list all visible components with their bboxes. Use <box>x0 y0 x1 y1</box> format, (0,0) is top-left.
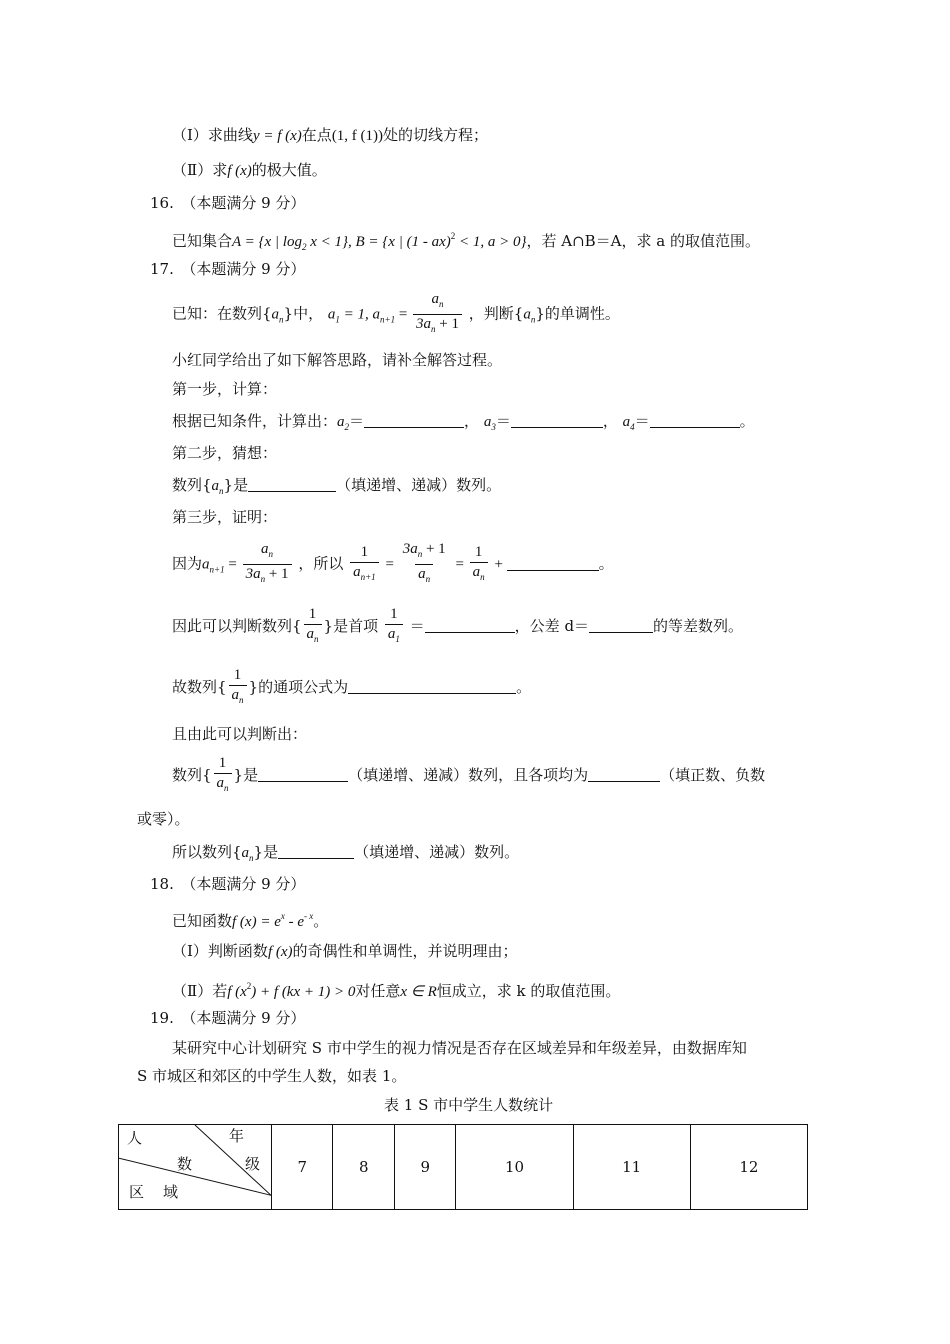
q17-general: 故数列{ $\frac{1}{a_n}$ }的通项公式为 。 <box>172 664 531 710</box>
trend-blank-2[interactable] <box>258 767 348 782</box>
q17-fraction: $\frac{a_n}{3a_n + 1}$ <box>413 290 462 339</box>
q16-header: 16. （本题满分 9 分） <box>150 194 306 212</box>
student-stat-table <box>118 1124 808 1210</box>
table-header-row <box>119 1125 808 1210</box>
grade-cell: 7 <box>272 1125 333 1210</box>
table-title: 表 1 S 市中学生人数统计 <box>384 1096 554 1114</box>
q18-part2: （Ⅱ）若f $(x^2) + f$ (kx + 1) > 0对任意x ∈ R恒成立，求 k 的取值范围。 <box>172 981 621 1000</box>
q19-line2: S 市城区和郊区的中学生人数，如表 1。 <box>137 1067 407 1085</box>
grade-cell: 11 <box>573 1125 690 1210</box>
q17-seq-cont: 或零）。 <box>137 810 190 828</box>
q15-part2: （Ⅱ）求f (x)的极大值。 <box>172 161 327 179</box>
diff-blank[interactable] <box>589 618 653 633</box>
grade-cell: 10 <box>456 1125 573 1210</box>
q17-step2: 第二步，猜想： <box>172 444 278 462</box>
q19-header: 19. （本题满分 9 分） <box>150 1009 306 1027</box>
sign-blank[interactable] <box>588 767 660 782</box>
first-term-blank[interactable] <box>425 618 515 633</box>
q15-part1: （Ⅰ）求曲线y = f (x)在点(1, f (1))处的切线方程； <box>172 126 489 144</box>
q16-body: 已知集合A = {x | $\log_2 x < 1$}, B = {x | (1 - ax)$^2$ < 1, a > 0}，若 A∩B＝A，求 a 的取值范围。 <box>172 231 760 252</box>
corner-label-yu: 域 <box>163 1183 179 1201</box>
q17-plan: 小红同学给出了如下解答思路，请补全解答过程。 <box>172 351 503 369</box>
trend-blank-3[interactable] <box>278 844 354 859</box>
proof-blank[interactable] <box>507 556 599 571</box>
corner-label-ren: 人 <box>127 1129 143 1147</box>
q18-header: 18. （本题满分 9 分） <box>150 875 306 893</box>
q17-given: 已知：在数列$\{a_n\}$中， $a_1 = 1$, $a_{n+1}$ = $\frac{a_n}{3a_n + 1}$ ，判断$\{a_n\}$的单调性。 <box>172 290 620 343</box>
corner-label-shu: 数 <box>177 1155 193 1173</box>
corner-label-qu: 区 <box>129 1183 145 1201</box>
q17-step2-text: 数列$\{a_n\}$是 （填递增、递减）数列。 <box>172 476 502 496</box>
grade-cell: 9 <box>394 1125 455 1210</box>
q17-step3: 第三步，证明： <box>172 508 278 526</box>
a4-blank[interactable] <box>650 413 740 428</box>
q17-proof: 因为$a_{n+1}$ = $\frac{a_n}{3a_n + 1}$ ，所以 $\frac{1}{a_{n+1}}$ = $\frac{3a_n + 1}{a_n}$ = $\frac{1}{a_n}$ + 。 <box>172 540 614 593</box>
trend-blank-1[interactable] <box>248 477 336 492</box>
formula-blank[interactable] <box>348 679 516 694</box>
q18-given: 已知函数f $(x) = e^x - e^{- x}$。 <box>172 911 329 930</box>
a2-blank[interactable] <box>364 413 464 428</box>
q17-header: 17. （本题满分 9 分） <box>150 260 306 278</box>
q17-step1: 第一步，计算： <box>172 380 278 398</box>
grade-cell: 12 <box>690 1125 807 1210</box>
q17-hence: 因此可以判断数列{ $\frac{1}{a_n}$ }是首项 $\frac{1}{a_1}$ ＝ ，公差 d＝ 的等差数列。 <box>172 603 743 649</box>
q17-judge: 且由此可以判断出： <box>172 725 308 743</box>
corner-label-ji: 级 <box>245 1155 261 1173</box>
q19-line1: 某研究中心计划研究 S 市中学生的视力情况是否存在区域差异和年级差异，由数据库知 <box>172 1039 747 1057</box>
q17-step1-text: 根据已知条件，计算出：$a_2=$ ， $a_3=$ ， $a_4=$ 。 <box>172 412 755 432</box>
table-corner-cell <box>119 1125 272 1210</box>
corner-label-nian: 年 <box>229 1127 245 1145</box>
q17-final: 所以数列$\{a_n\}$是 （填递增、递减）数列。 <box>172 843 520 863</box>
q17-seq: 数列{ $\frac{1}{a_n}$ }是 （填递增、递减）数列，且各项均为 （填正数、负数 <box>172 752 765 798</box>
a3-blank[interactable] <box>511 413 603 428</box>
q18-part1: （Ⅰ）判断函数f (x)的奇偶性和单调性，并说明理由； <box>172 942 518 960</box>
grade-cell: 8 <box>333 1125 394 1210</box>
